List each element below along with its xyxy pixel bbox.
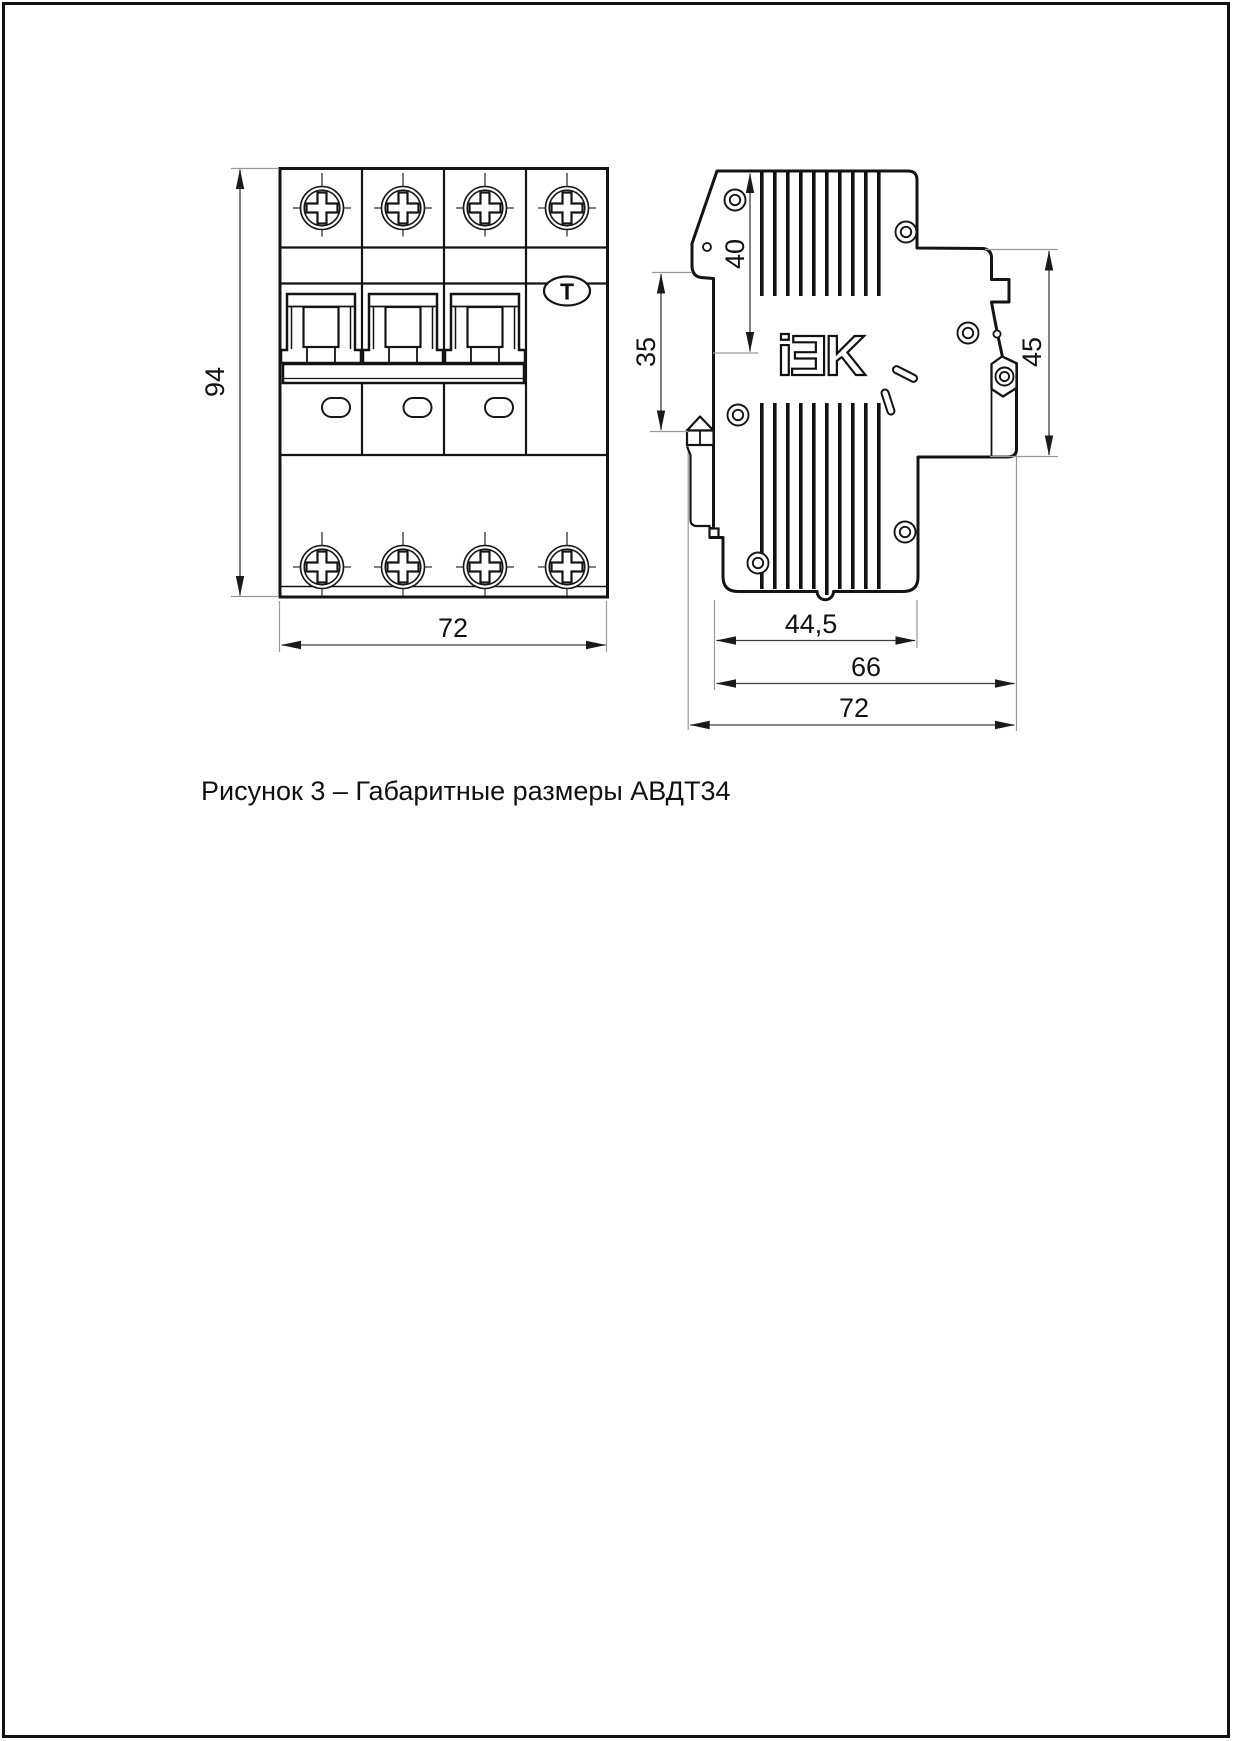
dim-label-40: 40 [720,238,750,270]
dim-35 [631,273,692,432]
case-rivet [725,190,746,211]
dim-label-44-5: 44,5 [784,609,838,639]
dim-label-72-side: 72 [838,693,870,723]
dim-label-72-front: 72 [437,613,469,643]
test-button-label: Т [559,278,575,305]
dim-label-35: 35 [631,336,661,368]
dim-66 [717,652,1015,684]
dim-label-66: 66 [850,652,882,682]
breaker-handle-pole3[interactable] [445,294,525,363]
breaker-handle-pole2[interactable] [363,294,443,363]
dim-72-front [280,601,607,652]
iek-logo: iƎK [776,324,864,388]
terminal-hex-nut [992,357,1017,397]
pin-hole [703,243,711,251]
case-rivet [748,553,769,574]
case-rivet [895,522,916,543]
label-window-slot [322,398,350,417]
dim-label-45: 45 [1017,336,1047,368]
dim-94 [200,169,279,597]
pin-hole [993,330,1000,337]
front-view [200,169,608,653]
label-window-slot [404,398,432,417]
toggle-tie-bar[interactable] [283,364,524,383]
dim-44-5 [717,609,916,641]
side-view [631,171,1058,731]
case-rivet [896,222,917,243]
case-rivet [728,405,749,426]
label-window-slot [485,398,513,417]
case-rivet [958,323,979,344]
dim-label-94: 94 [200,366,230,398]
dimension-drawing-svg [0,0,1233,860]
breaker-handle-pole1[interactable] [281,294,361,363]
test-button[interactable] [544,277,590,306]
figure-caption: Рисунок 3 – Габаритные размеры АВДТ34 [201,776,731,806]
dim-72-side [690,693,1014,725]
